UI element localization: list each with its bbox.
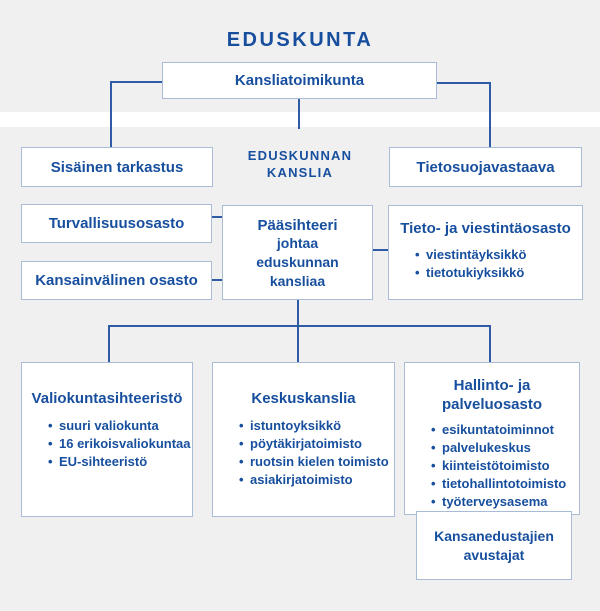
node-paasihteeri	[222, 205, 373, 300]
bullet-item: • kiinteistötoimisto	[431, 457, 579, 475]
connector-kansliatoimikunta-right-h	[437, 82, 491, 84]
bullet-item: • esikuntatoiminnot	[431, 421, 579, 439]
node-hallinto-ja-palveluosasto	[404, 362, 580, 515]
connector-paasihteeri-tieto	[373, 249, 388, 251]
label-line: EDUSKUNNAN	[247, 148, 353, 163]
connector-kansainvalinen-paasihteeri	[212, 279, 222, 281]
node-tieto-ja-viestintaosasto	[388, 205, 583, 300]
label-line: KANSLIA	[266, 165, 334, 180]
label-lines	[220, 147, 380, 181]
bullet-item: • tietotukiyksikkö	[415, 264, 582, 282]
node-sisainen-tarkastus	[21, 147, 213, 187]
connector-paasihteeri-bus-v	[297, 300, 299, 327]
label-eduskunnan-kanslia	[220, 147, 380, 181]
connector-bus-h	[108, 325, 491, 327]
bullet-item: • EU-sihteeristö	[48, 453, 192, 471]
title-line: avustajat	[463, 546, 525, 563]
bullet-item: • 16 erikoisvaliokuntaa	[48, 435, 192, 453]
connector-drop-keskuskanslia	[297, 325, 299, 362]
white-band	[0, 112, 600, 127]
bullet-item: • suuri valiokunta	[48, 417, 192, 435]
node-bullet-list	[213, 417, 394, 489]
bullet-item: • tietohallintotoimisto	[431, 475, 579, 493]
node-tietosuojavastaava	[389, 147, 582, 187]
node-title-lines	[434, 527, 554, 565]
bullet-item: • ruotsin kielen toimisto	[239, 453, 394, 471]
node-bullet-list	[405, 421, 579, 511]
node-kansanedustajien-avustajat	[416, 511, 572, 580]
node-label: Sisäinen tarkastus	[50, 158, 184, 176]
node-kansainvalinen-osasto	[21, 261, 212, 300]
node-kansliatoimikunta	[162, 62, 437, 99]
node-turvallisuusosasto	[21, 204, 212, 243]
bullet-item: • asiakirjatoimisto	[239, 471, 394, 489]
node-subtitle-lines	[223, 234, 372, 291]
title-line: palveluosasto	[441, 396, 543, 413]
connector-turvallisuus-paasihteeri	[212, 216, 222, 218]
connector-kansliatoimikunta-right-v	[489, 82, 491, 147]
connector-drop-hallinto	[489, 325, 491, 362]
bullet-item: • työterveysasema	[431, 493, 579, 511]
node-label: Kansainvälinen osasto	[35, 272, 198, 289]
node-title: Tieto- ja viestintäosasto	[400, 220, 571, 237]
bullet-item: • viestintäyksikkö	[415, 246, 582, 264]
node-title: Keskuskanslia	[251, 390, 356, 407]
node-title-lines	[405, 376, 579, 414]
connector-kansliatoimikunta-left-v	[110, 81, 112, 148]
subtitle-line: eduskunnan	[256, 254, 339, 270]
node-bullet-list	[389, 246, 582, 282]
connector-drop-valiokunta	[108, 325, 110, 362]
bullet-item: • istuntoyksikkö	[239, 417, 394, 435]
node-valiokuntasihteeristo	[21, 362, 193, 517]
subtitle-line: kansliaa	[269, 273, 326, 289]
connector-kansliatoimikunta-left-h	[110, 81, 162, 83]
node-bullet-list	[22, 417, 192, 471]
node-title: Valiokuntasihteeristö	[31, 390, 183, 407]
node-title: Pääsihteeri	[257, 217, 338, 234]
node-label: Turvallisuusosasto	[48, 215, 185, 232]
page-title: EDUSKUNTA	[226, 29, 374, 51]
title-line: Kansanedustajien	[434, 527, 554, 544]
title-line: Hallinto- ja	[453, 377, 531, 394]
node-label: Tietosuojavastaava	[416, 158, 555, 176]
node-label: Kansliatoimikunta	[234, 72, 365, 89]
bullet-item: • pöytäkirjatoimisto	[239, 435, 394, 453]
bullet-item: • palvelukeskus	[431, 439, 579, 457]
subtitle-line: johtaa	[276, 235, 319, 251]
connector-kansliatoimikunta-down-v	[298, 99, 300, 129]
node-keskuskanslia	[212, 362, 395, 517]
